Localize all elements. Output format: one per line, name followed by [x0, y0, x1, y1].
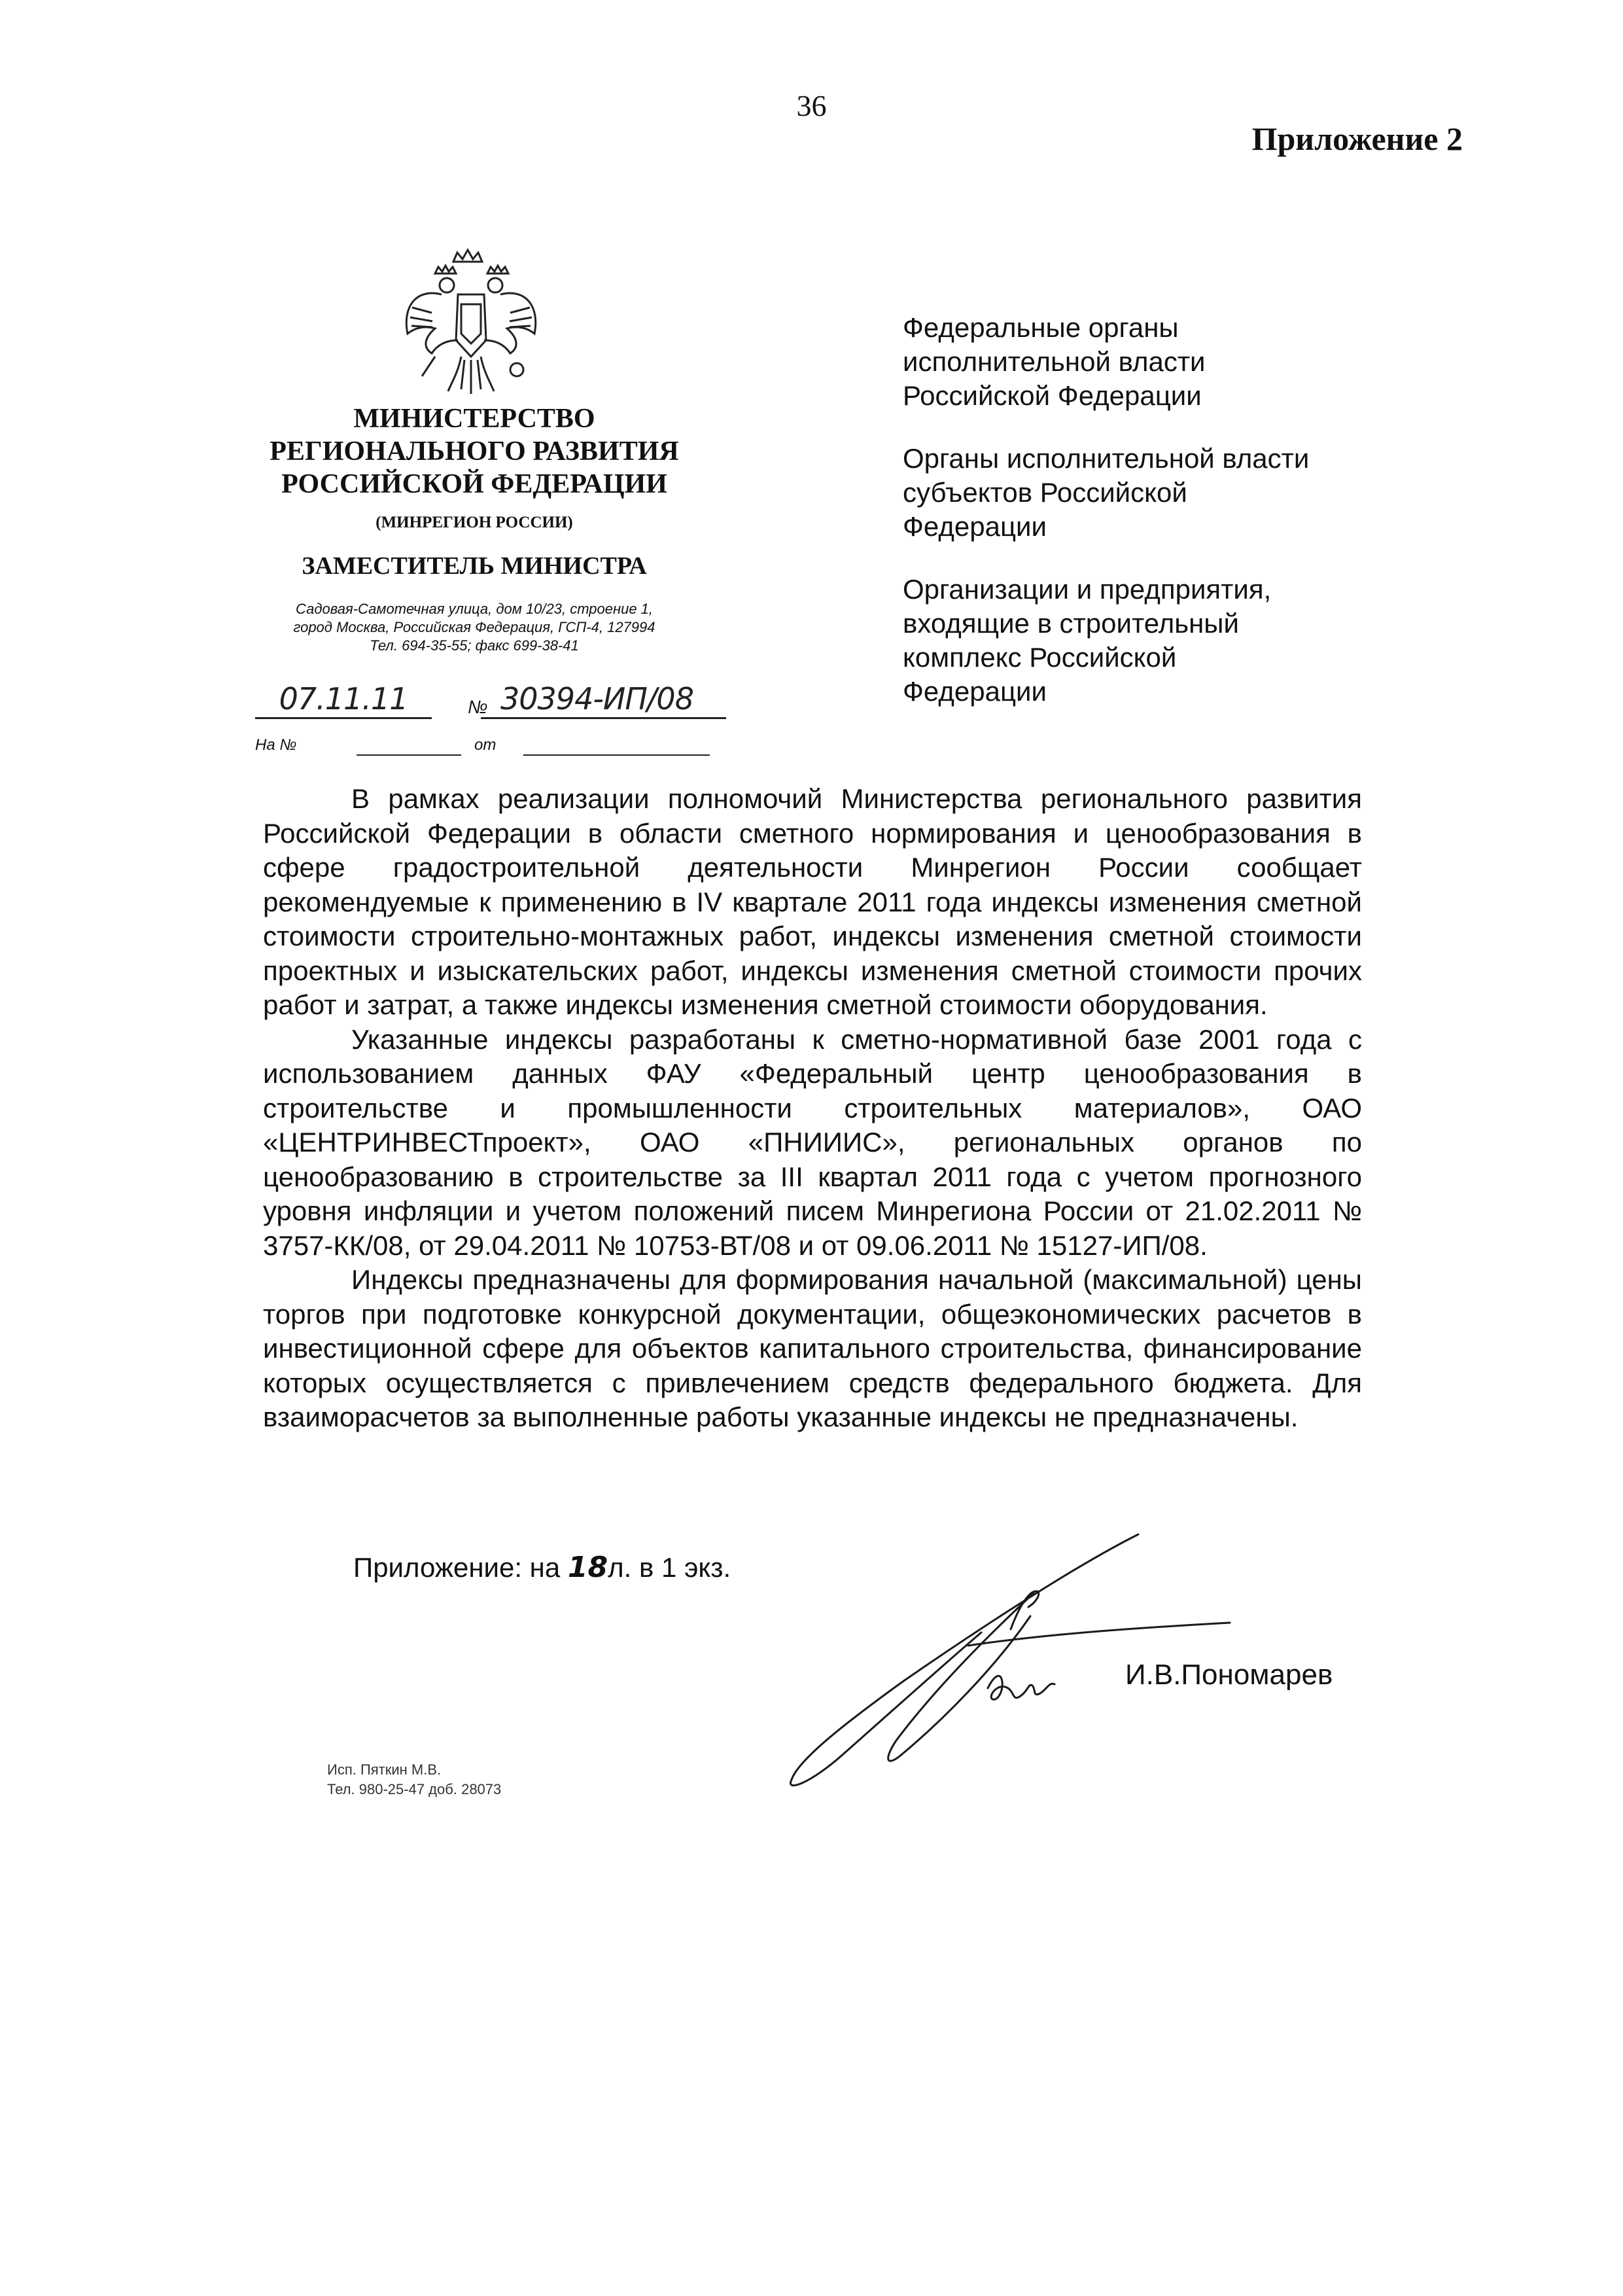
page-number: 36 [796, 89, 827, 122]
signatory-name: И.В.Пономарев [1125, 1659, 1333, 1691]
executor-info [327, 1760, 501, 1799]
executor-name: Исп. Пяткин М.В. [327, 1761, 442, 1778]
body-paragraph: В рамках реализации полномочий Министерства регионального развития Российской Федерации в области сметного нормирования и ценообразования в сфере градостроительной деятельности Минрегион России сообщает рекомендуемые к применению в IV квартале 2011 года индексы изменения сметной стоимости строительно-монтажных работ, индексы изменения сметной стоимости проектных и изыскательских работ, индексы изменения сметной стоимости прочих работ и затрат, а также индексы изменения сметной стоимости оборудования. [263, 783, 1362, 1020]
body-paragraph: Указанные индексы разработаны к сметно-нормативной базе 2001 года с использованием данных ФАУ «Федеральный центр ценообразования в строительстве и промышленности строительных материалов», ОАО «ЦЕНТРИНВЕСТпроект», ОАО «ПНИИИС», региональных органов по ценообразованию в строительстве за III квартал 2011 года с учетом прогнозного уровня инфляции и учетом положений писем Минрегиона России от 21.02.2011 № 3757-КК/08, от 29.04.2011 № 10753-ВТ/08 и от 09.06.2011 № 15127-ИП/08. [263, 1023, 1362, 1261]
reference-number-label: На № [255, 736, 297, 754]
executor-phone: Тел. 980-25-47 доб. 28073 [327, 1781, 502, 1797]
coat-of-arms-icon [396, 242, 546, 399]
addressee: Органы исполнительной власти субъектов Российской Федерации [903, 443, 1310, 542]
registration-number-prefix: № [468, 697, 488, 717]
ministry-name: МИНИСТЕРСТВО РЕГИОНАЛЬНОГО РАЗВИТИЯ РОССИЙСКОЙ ФЕДЕРАЦИИ [270, 404, 679, 499]
addressee: Организации и предприятия, входящие в строительный комплекс Российской Федерации [903, 574, 1272, 707]
enclosure-note: Приложение: на 18л. в 1 экз. [353, 1551, 731, 1584]
deputy-minister-title: ЗАМЕСТИТЕЛЬ МИНИСТРА [302, 552, 647, 580]
addressee-list [903, 311, 1439, 737]
ministry-abbreviation: (МИНРЕГИОН РОССИИ) [375, 514, 573, 531]
reference-number-line [357, 754, 461, 756]
attachment-label: Приложение 2 [1251, 120, 1463, 157]
ministry-address: Садовая-Самотечная улица, дом 10/23, строение 1, город Москва, Российская Федерация, ГСП-4, 127994 Тел. 694-35-55; факс 699-38-41 [293, 601, 655, 654]
registration-date: 07.11.11 [255, 680, 432, 719]
reference-date-line [523, 754, 710, 756]
letterhead [252, 402, 697, 655]
body-paragraph: Индексы предназначены для формирования начальной (максимальной) цены торгов при подготовке конкурсной документации, общеэкономических расчетов в инвестиционной сфере для объектов капитального строительства, финансирование которых осуществляется с привлечением средств федерального бюджета. Для взаиморасчетов за выполненные работы указанные индексы не предназначены. [263, 1264, 1362, 1432]
registration-number: 30394-ИП/08 [481, 680, 726, 719]
enclosure-sheet-count: 18 [567, 1551, 608, 1584]
addressee: Федеральные органы исполнительной власти Российской Федерации [903, 312, 1206, 411]
letter-body [263, 782, 1362, 1435]
reference-date-label: от [474, 736, 497, 754]
